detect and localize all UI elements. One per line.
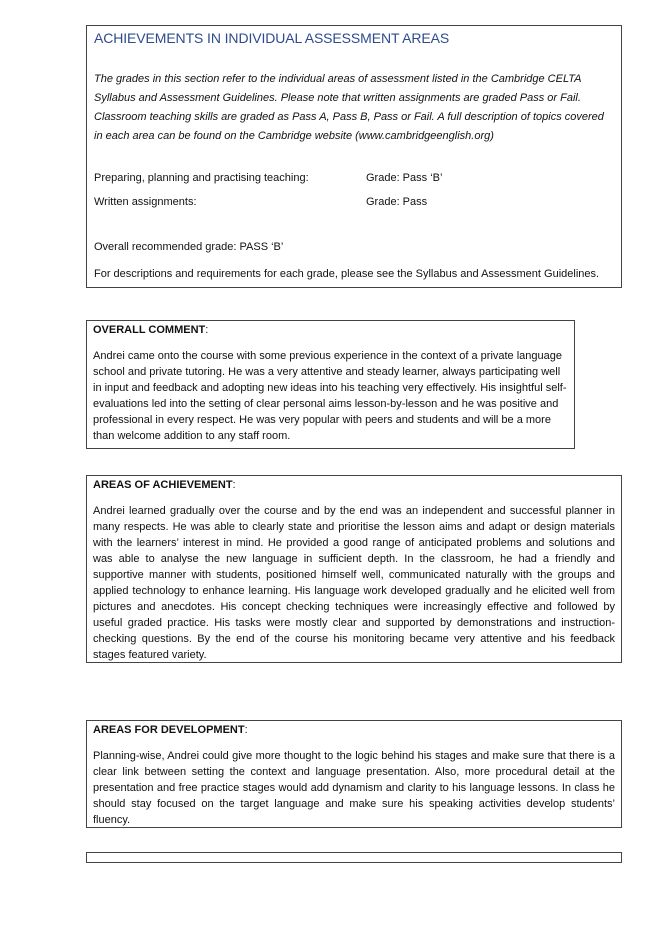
areas-of-achievement-section (86, 475, 622, 663)
areas-of-achievement-text: Andrei learned gradually over the course and by the end was an independent and successful planner in many respects. He was able to clearly state and prioritise the lesson aims and adapt or design materials with the learners’ interest in mind. He provided a good range of anticipated problems and solutions and was able to analyse the new language in sufficient depth. In the classroom, he had a friendly and supportive manner with students, positioned himself well, communicated naturally with the groups and applied technology to enhance learning. His language work developed gradually and he elicited well from pictures and anecdotes. His concept checking techniques were increasingly effective and followed by useful graded practice. His tasks were mostly clear and supported by demonstrations and instruction-checking questions. By the end of the course his monitoring became very attentive and his feedback stages featured variety. (93, 505, 615, 661)
overall-comment-heading: OVERALL COMMENT: (93, 324, 209, 336)
empty-footer-box (86, 852, 622, 863)
areas-for-development-text: Planning-wise, Andrei could give more thought to the logic behind his stages and make sure that there is a clear link between setting the context and language presentation. Also, more procedural detail at the presentation and free practice stages would add dynamism and clarity to his language lessons. In class he should stay focused on the target language and make sure his speaking activities develop students’ fluency. (93, 750, 615, 826)
overall-comment-section (86, 320, 575, 449)
areas-for-development-heading: AREAS FOR DEVELOPMENT: (93, 724, 248, 736)
grade-label-teaching: Preparing, planning and practising teaching: (94, 172, 309, 184)
areas-for-development-section (86, 720, 622, 828)
grade-description-note: For descriptions and requirements for each grade, please see the Syllabus and Assessment Guidelines. (94, 268, 600, 280)
overall-grade: Overall recommended grade: PASS ‘B’ (94, 241, 284, 253)
grade-value-written: Grade: Pass (366, 196, 428, 208)
grade-label-written: Written assignments: (94, 196, 197, 208)
achievements-title: ACHIEVEMENTS IN INDIVIDUAL ASSESSMENT AREAS (94, 30, 450, 46)
grade-value-teaching: Grade: Pass ‘B’ (366, 172, 443, 184)
overall-comment-text: Andrei came onto the course with some previous experience in the context of a private language school and private tutoring. He was a very attentive and steady learner, always participating well in input and feedback and adopting new ideas into his teaching very effectively. His insightful self-evaluations led into the setting of clear personal aims lesson-by-lesson and he was positive and professional in every respect. He was very popular with peers and students and will be a more than welcome addition to any staff room. (93, 350, 567, 442)
achievements-section (86, 25, 622, 288)
areas-of-achievement-heading: AREAS OF ACHIEVEMENT: (93, 479, 236, 491)
achievements-intro: The grades in this section refer to the individual areas of assessment listed in the Cambridge CELTA Syllabus and Assessment Guidelines. Please note that written assignments are graded Pass or Fail. Classroom teaching skills are graded as Pass A, Pass B, Pass or Fail. A full description of topics covered in each area can be found on the Cambridge website (www.cambridgeenglish.org) (94, 73, 604, 142)
